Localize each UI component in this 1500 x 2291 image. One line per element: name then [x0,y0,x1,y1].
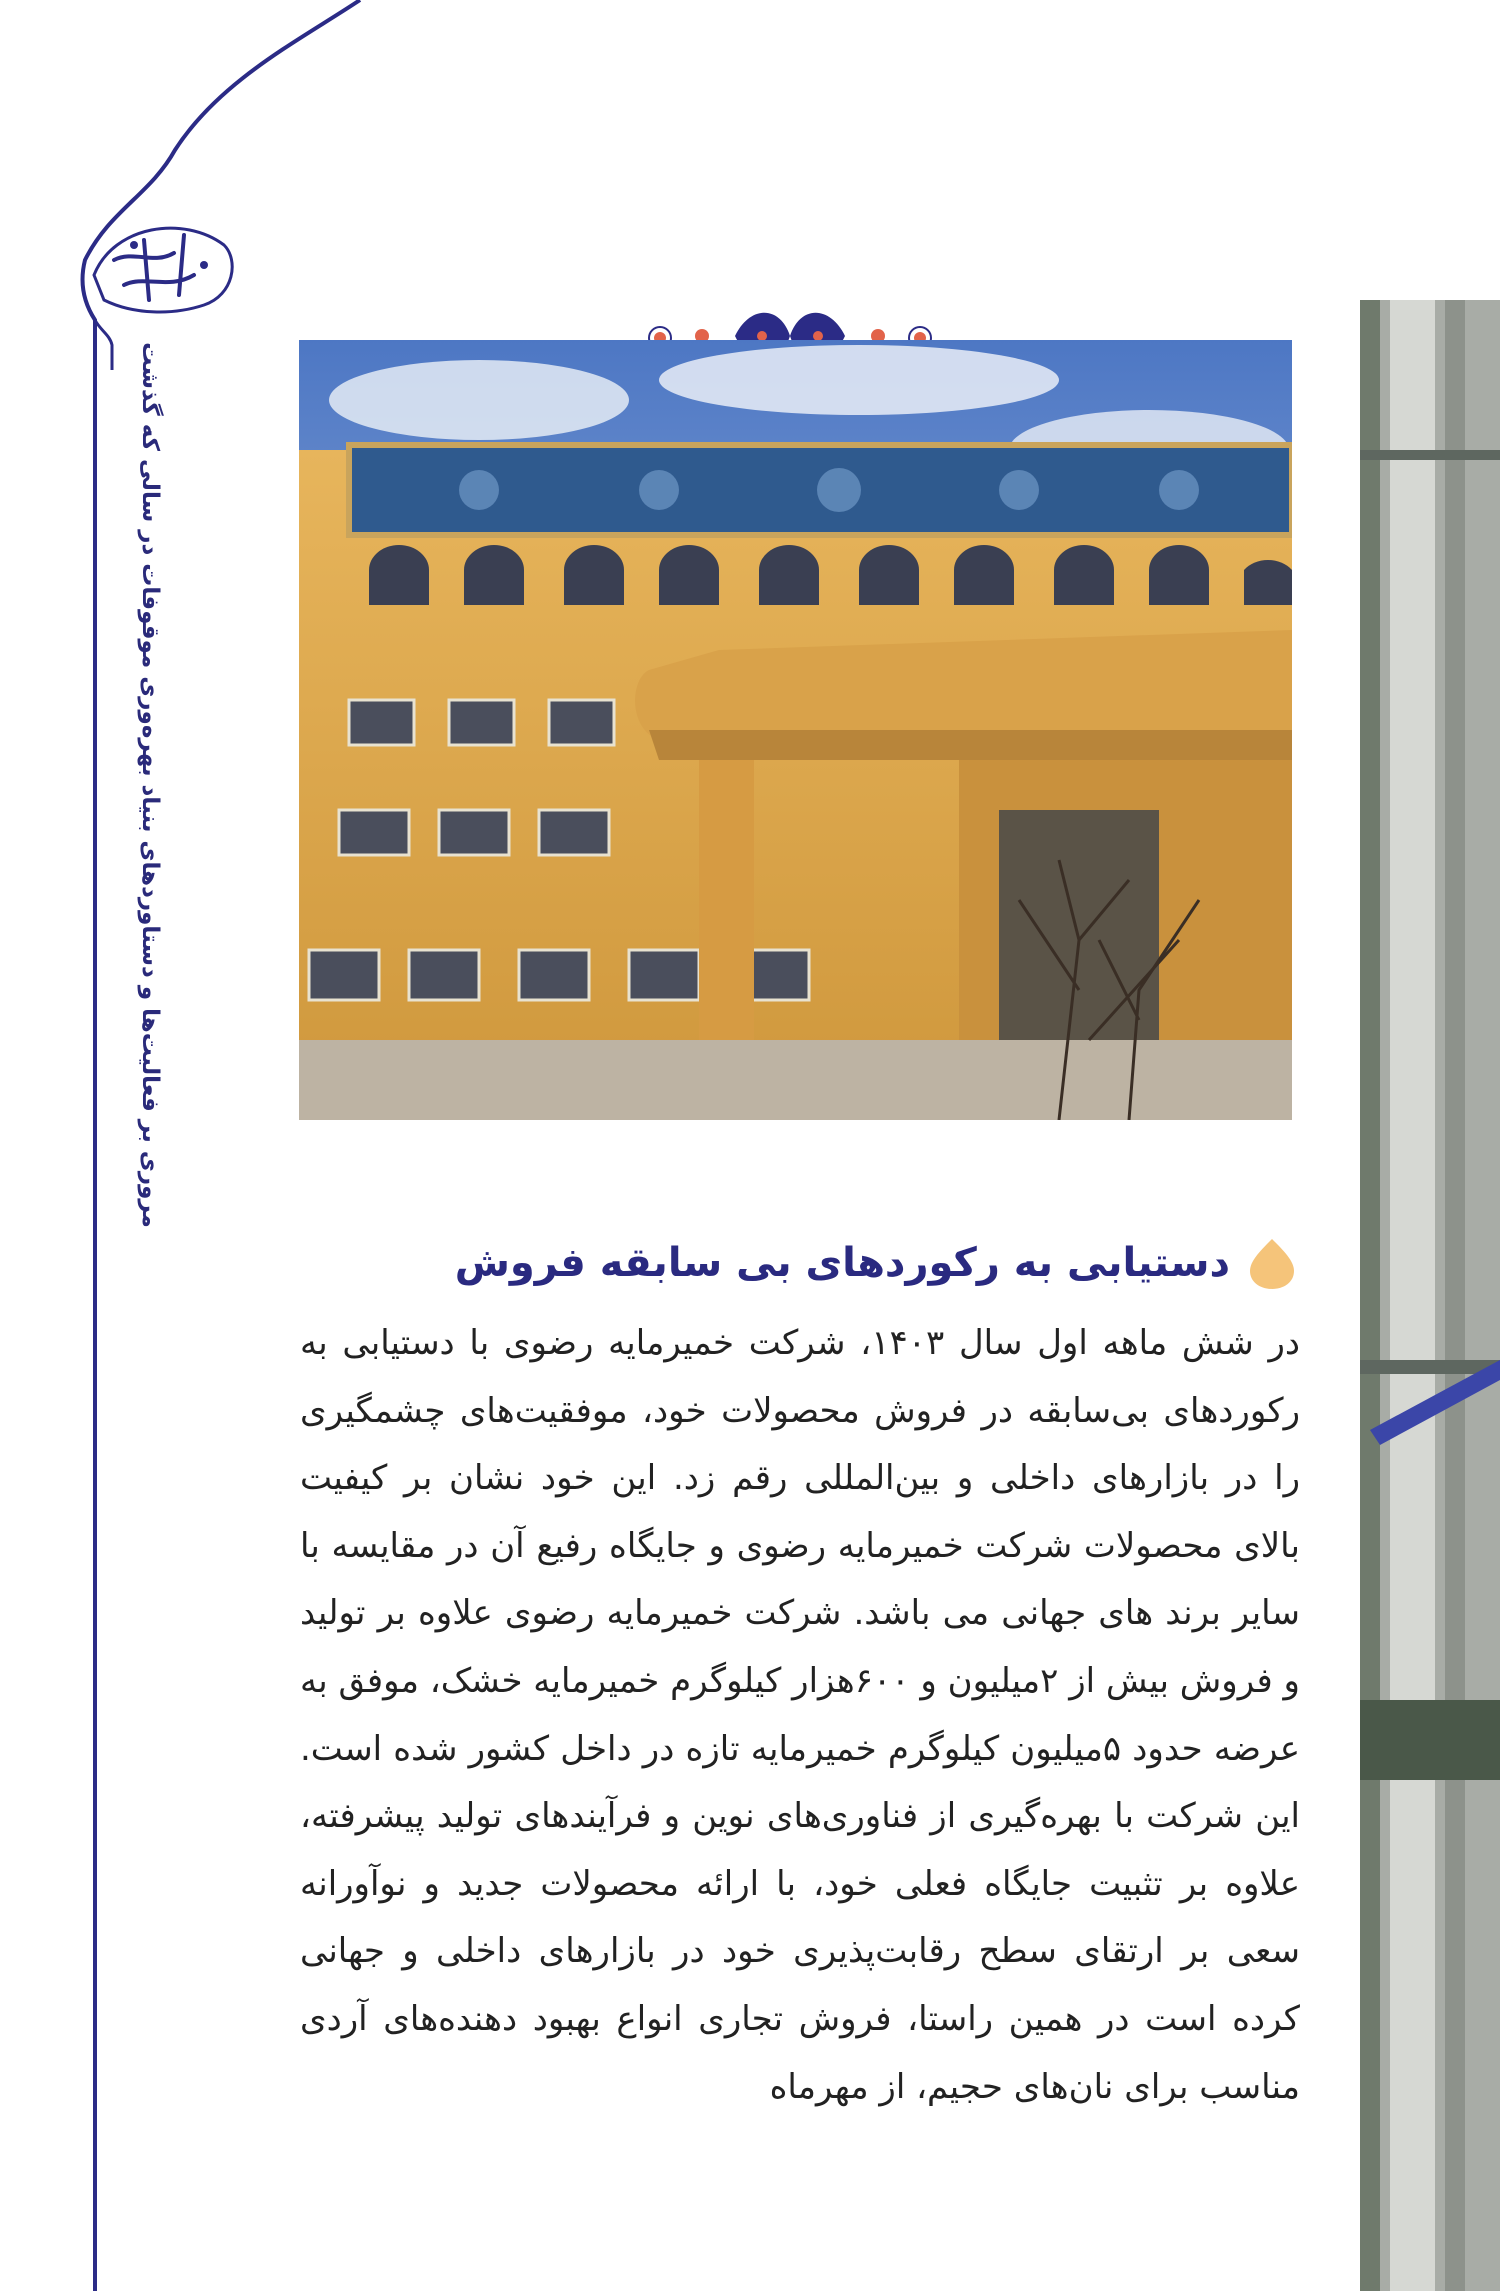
side-photo-strip [1360,300,1500,2291]
article-paragraph: در شش ماهه اول سال ۱۴۰۳، شرکت خمیرمایه رضوی با دستیابی به رکوردهای بی‌سابقه در فروش محصولات خود، موفقیت‌های چشمگیری را در بازارهای داخلی و بین‌المللی رقم زد. این خود نشان بر کیفیت بالای محصولات شرکت خمیرمایه رضوی و جایگاه رفیع آن در مقایسه با سایر برند های جهانی می باشد. شرکت خمیرمایه رضوی علاوه بر تولید و فروش بیش از ۲میلیون و ۶۰۰هزار کیلوگرم خمیرمایه خشک، موفق به عرضه حدود ۵میلیون کیلوگرم خمیرمایه تازه در داخل کشور شده است. این شرکت با بهره‌گیری از فناوری‌های نوین و فرآیندهای تولید پیشرفته، علاوه بر تثبیت جایگاه فعلی خود، با ارائه محصولات جدید و نوآورانه سعی بر ارتقای سطح رقابت‌پذیری خود در بازارهای داخلی و جهانی کرده است در همین راستا، فروش تجاری انواع بهبود دهنده‌های آردی مناسب برای نان‌های حجیم، از مهرماه [300,1323,1300,2107]
building-photo [299,340,1292,1120]
article-heading [420,1228,1300,1298]
sidebar-caption [130,342,170,1228]
sidebar-caption-text: مروری بر فعالیت‌ها و دستاوردهای بنیاد بهره‌وری موقوفات در سالی که گذشت [137,342,164,1228]
brand-logo [74,205,244,335]
article-title: دستیابی به رکوردهای بی سابقه فروش [454,1240,1230,1286]
drop-bullet-icon [1244,1235,1300,1291]
article-body [300,1310,1300,2291]
